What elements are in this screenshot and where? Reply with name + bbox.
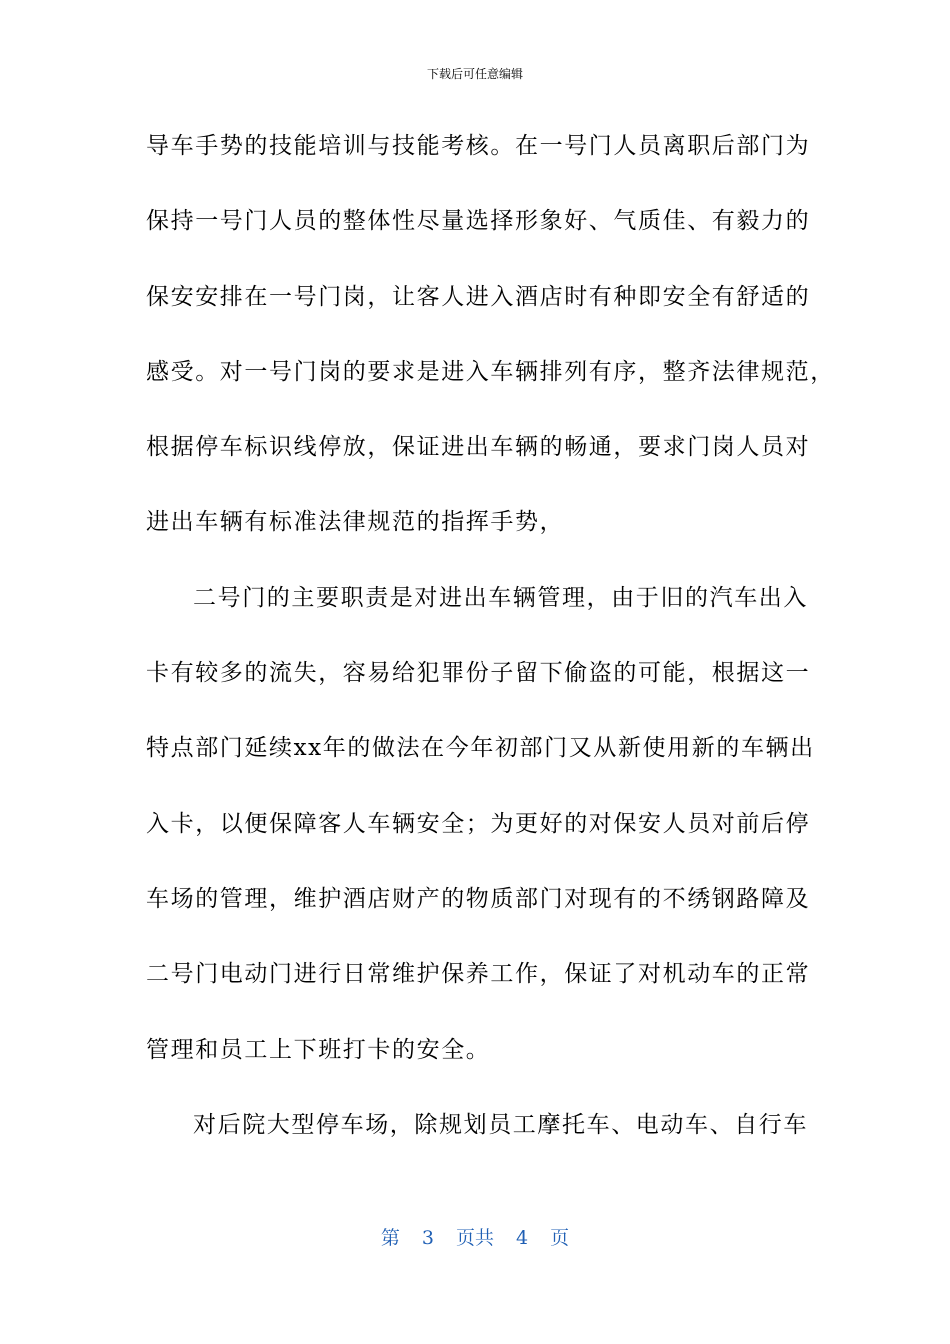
text-line: 特点部门延续xx年的做法在今年初部门又从新使用新的车辆出 [146,735,815,762]
footer-label-di: 第 [380,1227,400,1249]
text-line: 导车手势的技能培训与技能考核。在一号门人员离职后部门为 [146,133,811,159]
paragraph-first-line: 二号门的主要职责是对进出车辆管理，由于旧的汽车出入 [193,584,808,611]
text-line: 管理和员工上下班打卡的安全。 [146,1036,491,1063]
footer-total-pages: 4 [516,1227,529,1249]
header-note: 下载后可任意编辑 [426,67,523,81]
text-line: 卡有较多的流失，容易给犯罪份子留下偷盗的可能，根据这一 [146,660,811,687]
text-line: 保持一号门人员的整体性尽量选择形象好、气质佳、有毅力的 [146,208,811,235]
page-footer [0,1226,950,1250]
footer-label-ye-gong: 页共 [455,1227,494,1249]
paragraph-first-line: 对后院大型停车场，除规划员工摩托车、电动车、自行车 [193,1111,808,1138]
text-line: 保安安排在一号门岗，让客人进入酒店时有种即安全有舒适的 [146,283,811,310]
footer-current-page: 3 [421,1227,434,1249]
text-line: 车场的管理，维护酒店财产的物质部门对现有的不绣钢路障及 [146,885,811,912]
text-line: 进出车辆有标准法律规范的指挥手势， [146,509,565,536]
text-line: 二号门电动门进行日常维护保养工作，保证了对机动车的正常 [146,961,811,988]
footer-label-ye: 页 [550,1227,570,1249]
text-line: 入卡，以便保障客人车辆安全；为更好的对保安人员对前后停 [146,810,811,837]
text-line: 根据停车标识线停放，保证进出车辆的畅通，要求门岗人员对 [146,434,811,461]
document-body [146,124,835,1178]
text-line: 感受。对一号门岗的要求是进入车辆排列有序，整齐法律规范， [146,358,835,385]
